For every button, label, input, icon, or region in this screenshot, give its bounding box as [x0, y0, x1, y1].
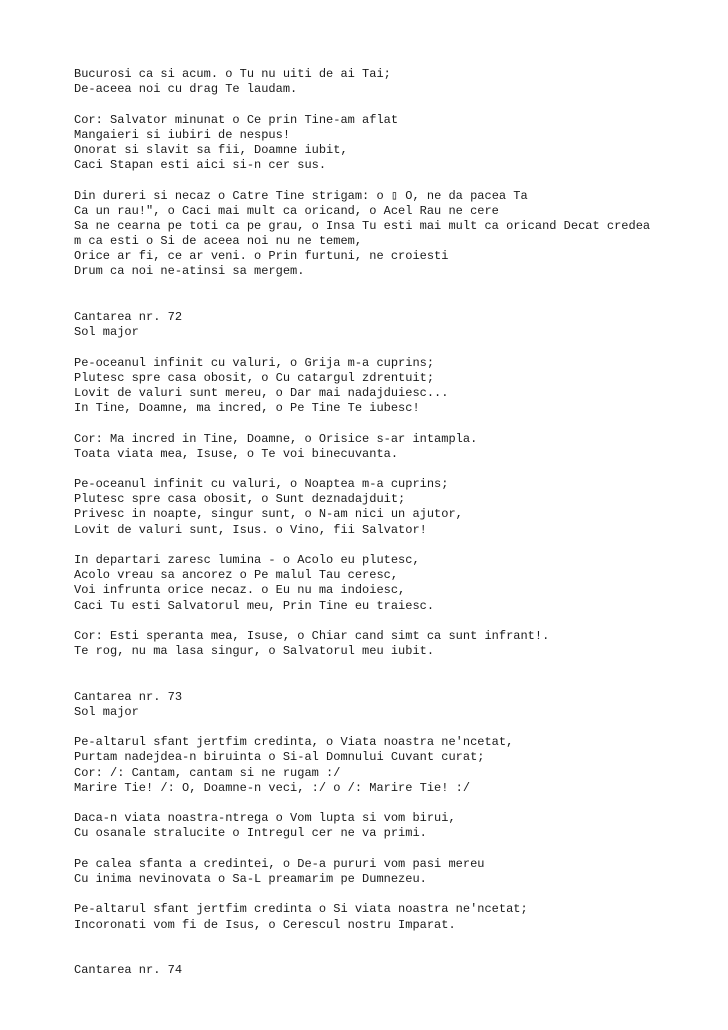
lyric-line: Incoronati vom fi de Isus, o Cerescul nostru Imparat.: [74, 917, 456, 932]
paragraph-spacer: [74, 340, 714, 355]
lyric-line: Sa ne cearna pe toti ca pe grau, o Insa Tu esti mai mult ca oricand Decat credea: [74, 218, 651, 233]
song-heading: [74, 690, 714, 720]
lyric-line: Ca un rau!", o Caci mai mult ca oricand, o Acel Rau ne cere: [74, 203, 499, 218]
lyric-stanza: [74, 477, 714, 538]
lyric-line: Pe-altarul sfant jertfim credinta o Si viata noastra ne'ncetat;: [74, 902, 528, 917]
lyric-line: Cor: Ma incred in Tine, Doamne, o Orisice s-ar intampla.: [74, 431, 478, 446]
lyric-line: Plutesc spre casa obosit, o Cu catargul zdrentuit;: [74, 370, 435, 385]
document-page: [74, 67, 714, 978]
paragraph-spacer: [74, 173, 714, 188]
lyric-stanza: [74, 811, 714, 841]
paragraph-spacer: [74, 280, 714, 310]
lyric-line: Plutesc spre casa obosit, o Sunt deznadajduit;: [74, 492, 406, 507]
song-title: Cantarea nr. 74: [74, 963, 183, 978]
lyric-line: Onorat si slavit sa fii, Doamne iubit,: [74, 142, 348, 157]
lyric-line: Cor: Esti speranta mea, Isuse, o Chiar cand simt ca sunt infrant!.: [74, 628, 550, 643]
lyric-line: Din dureri si necaz o Catre Tine strigam: o ▯ O, ne da pacea Ta: [74, 188, 528, 203]
paragraph-spacer: [74, 538, 714, 553]
lyric-line: Caci Tu esti Salvatorul meu, Prin Tine eu traiesc.: [74, 598, 435, 613]
song-title: Cantarea nr. 72: [74, 310, 183, 325]
lyric-stanza: [74, 902, 714, 932]
lyric-line: Mangaieri si iubiri de nespus!: [74, 127, 291, 142]
song-key: Sol major: [74, 325, 139, 340]
song-heading: [74, 963, 714, 978]
lyric-line: In departari zaresc lumina - o Acolo eu plutesc,: [74, 553, 420, 568]
lyric-stanza: [74, 553, 714, 614]
lyric-line: Pe calea sfanta a credintei, o De-a pururi vom pasi mereu: [74, 856, 485, 871]
lyric-line: Pe-oceanul infinit cu valuri, o Grija m-a cuprins;: [74, 355, 435, 370]
lyric-stanza: [74, 629, 714, 659]
lyric-line: Acolo vreau sa ancorez o Pe malul Tau ceresc,: [74, 568, 399, 583]
lyric-line: Marire Tie! /: O, Doamne-n veci, :/ o /: Marire Tie! :/: [74, 780, 471, 795]
lyric-line: Cor: /: Cantam, cantam si ne rugam :/: [74, 765, 341, 780]
lyric-line: Lovit de valuri sunt mereu, o Dar mai nadajduiesc...: [74, 385, 449, 400]
lyric-line: Lovit de valuri sunt, Isus. o Vino, fii Salvator!: [74, 522, 427, 537]
lyric-line: m ca esti o Si de aceea noi nu ne temem,: [74, 234, 363, 249]
lyric-line: Orice ar fi, ce ar veni. o Prin furtuni, ne croiesti: [74, 249, 449, 264]
paragraph-spacer: [74, 659, 714, 689]
lyric-line: Toata viata mea, Isuse, o Te voi binecuvanta.: [74, 446, 399, 461]
lyric-stanza: [74, 189, 714, 280]
lyric-line: De-aceea noi cu drag Te laudam.: [74, 82, 298, 97]
lyric-line: Voi infrunta orice necaz. o Eu nu ma indoiesc,: [74, 583, 406, 598]
lyric-line: Bucurosi ca si acum. o Tu nu uiti de ai Tai;: [74, 67, 391, 81]
lyric-line: Drum ca noi ne-atinsi sa mergem.: [74, 264, 305, 279]
lyric-line: In Tine, Doamne, ma incred, o Pe Tine Te iubesc!: [74, 401, 420, 416]
lyric-stanza: [74, 857, 714, 887]
lyric-line: Pe-oceanul infinit cu valuri, o Noaptea m-a cuprins;: [74, 477, 449, 492]
song-key: Sol major: [74, 704, 139, 719]
lyric-line: Cu osanale stralucite o Intregul cer ne va primi.: [74, 826, 427, 841]
lyric-line: Purtam nadejdea-n biruinta o Si-al Domnului Cuvant curat;: [74, 750, 485, 765]
paragraph-spacer: [74, 887, 714, 902]
song-heading: [74, 310, 714, 340]
paragraph-spacer: [74, 416, 714, 431]
paragraph-spacer: [74, 796, 714, 811]
lyric-line: Daca-n viata noastra-ntrega o Vom lupta si vom birui,: [74, 811, 456, 826]
lyric-stanza: [74, 113, 714, 174]
paragraph-spacer: [74, 720, 714, 735]
paragraph-spacer: [74, 614, 714, 629]
lyric-stanza: [74, 735, 714, 796]
paragraph-spacer: [74, 97, 714, 112]
lyric-line: Pe-altarul sfant jertfim credinta, o Viata noastra ne'ncetat,: [74, 735, 514, 750]
lyric-line: Privesc in noapte, singur sunt, o N-am nici un ajutor,: [74, 507, 463, 522]
paragraph-spacer: [74, 933, 714, 963]
lyric-line: Caci Stapan esti aici si-n cer sus.: [74, 158, 327, 173]
lyric-stanza: [74, 67, 714, 97]
lyric-line: Cor: Salvator minunat o Ce prin Tine-am aflat: [74, 112, 399, 127]
lyric-line: Te rog, nu ma lasa singur, o Salvatorul meu iubit.: [74, 644, 435, 659]
paragraph-spacer: [74, 462, 714, 477]
lyric-line: Cu inima nevinovata o Sa-L preamarim pe Dumnezeu.: [74, 871, 427, 886]
paragraph-spacer: [74, 842, 714, 857]
lyric-stanza: [74, 432, 714, 462]
lyric-stanza: [74, 356, 714, 417]
song-title: Cantarea nr. 73: [74, 689, 183, 704]
